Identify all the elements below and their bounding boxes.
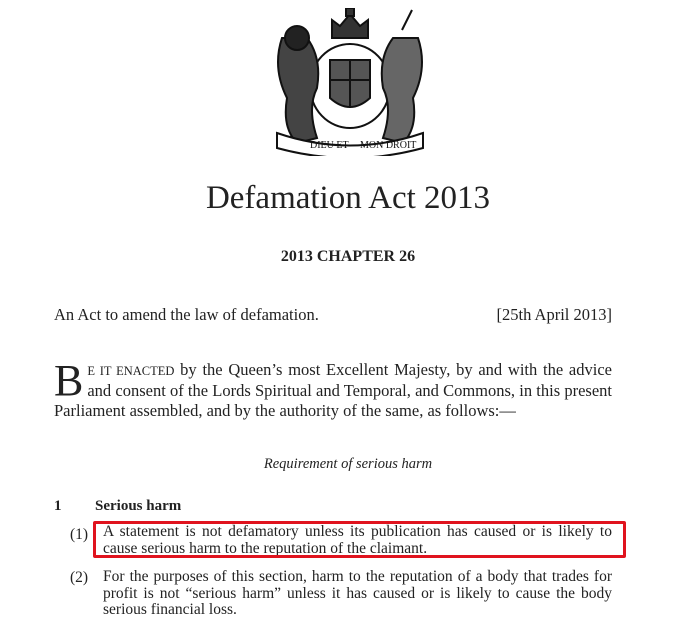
section-number: 1 <box>54 498 62 514</box>
enacting-smallcaps: E IT ENACTED <box>87 364 175 378</box>
chapter-label: 2013 CHAPTER 26 <box>280 248 416 265</box>
subsection-text: A statement is not defamatory unless its publication has caused or is likely to cause serious harm to the reputation of the claimant. <box>103 523 612 557</box>
subsection-text: For the purposes of this section, harm to the reputation of a body that trades for profit is not “serious harm” unless it has caused or is likely to cause the body serious financial loss. <box>103 568 612 618</box>
highlight-box <box>93 521 626 558</box>
section-title: Serious harm <box>95 498 182 514</box>
royal-coat-of-arms-icon <box>262 8 438 156</box>
dropcap: B <box>54 356 84 405</box>
subsection-number: (2) <box>70 569 89 586</box>
svg-text:MON DROIT: MON DROIT <box>360 140 417 151</box>
crosshead: Requirement of serious harm <box>263 456 433 472</box>
enacting-formula <box>54 356 612 421</box>
act-title: Defamation Act 2013 <box>205 180 491 216</box>
long-title: An Act to amend the law of defamation. <box>54 305 319 324</box>
svg-text:DIEU ET: DIEU ET <box>310 140 349 151</box>
royal-assent-date: [25th April 2013] <box>496 305 612 324</box>
subsection-number: (1) <box>70 526 89 543</box>
enacting-text: by the Queen’s most Excellent Majesty, by and with the advice and consent of the Lords Spiritual and Temporal, and Commons, in this present Parliament assembled, and by the authority of the same, as follows:— <box>54 360 612 420</box>
